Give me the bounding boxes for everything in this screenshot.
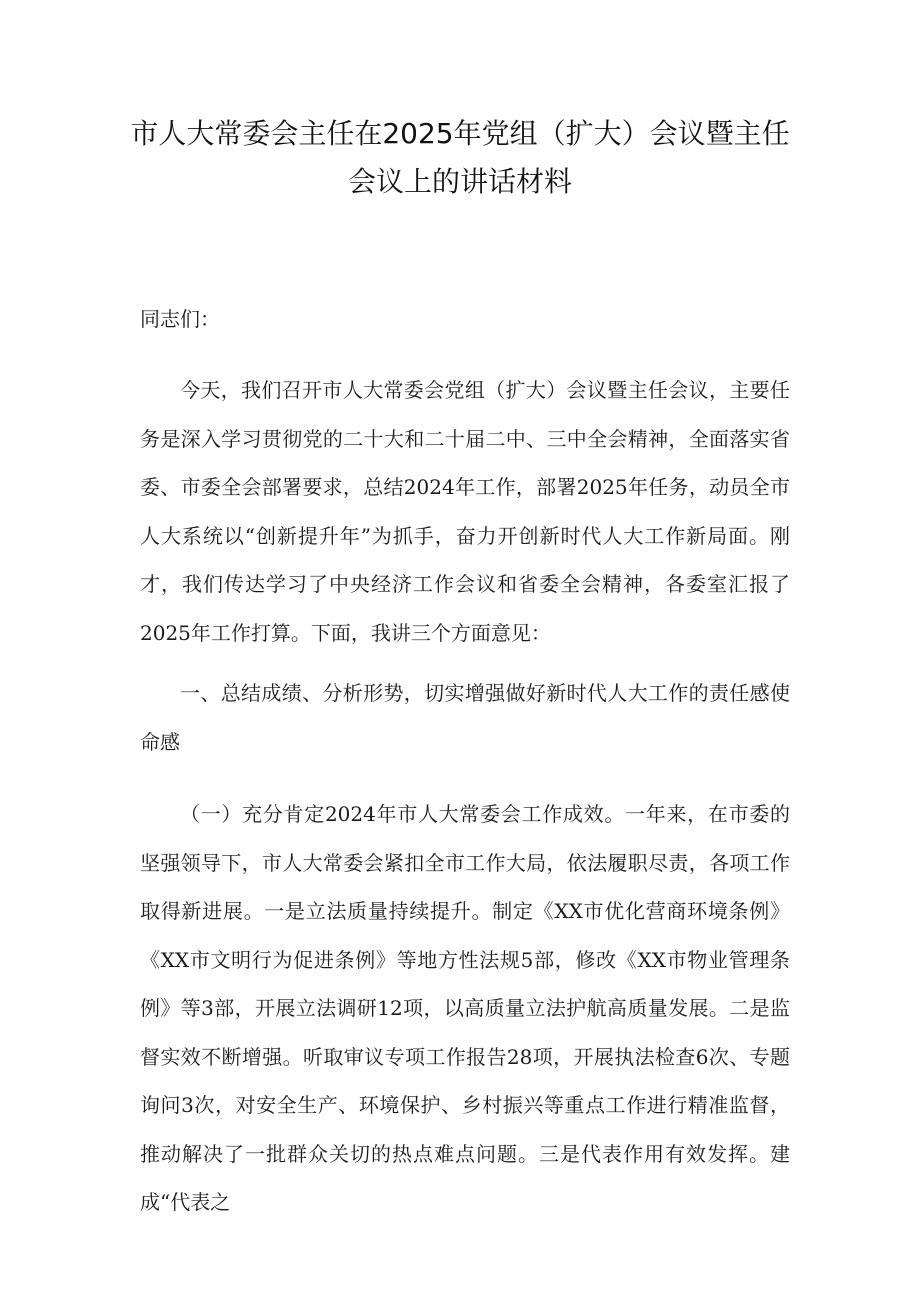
salutation: 同志们： [140, 307, 220, 331]
section-heading-1: 一、总结成绩、分析形势，切实增强做好新时代人大工作的责任感使命感 [140, 681, 790, 754]
paragraph-intro: 今天，我们召开市人大常委会党组（扩大）会议暨主任会议，主要任务是深入学习贯彻党的二十大和二十届二中、三中全会精神，全面落实省委、市委全会部署要求，总结2024年工作，部署2025年任务，动员全市人大系统以“创新提升年”为抓手，奋力开创新时代人大工作新局面。刚才，我们传达学习了中央经济工作会议和省委全会精神，各委室汇报了2025年工作打算。下面，我讲三个方面意见： [140, 378, 790, 645]
paragraph-subsection-1: （一）充分肯定2024年市人大常委会工作成效。一年来，在市委的坚强领导下，市人大常委会紧扣全市工作大局，依法履职尽责，各项工作取得新进展。一是立法质量持续提升。制定《XX市优化营商环境条例》《XX市文明行为促进条例》等地方性法规5部，修改《XX市物业管理条例》等3部，开展立法调研12项，以高质量立法护航高质量发展。二是监督实效不断增强。听取审议专项工作报告28项，开展执法检查6次、专题询问3次，对安全生产、环境保护、乡村振兴等重点工作进行精准监督，推动解决了一批群众关切的热点难点问题。三是代表作用有效发挥。建成“代表之 [140, 802, 790, 1214]
document-title: 市人大常委会主任在2025年党组（扩大）会议暨主任会议上的讲话材料 [130, 117, 790, 198]
